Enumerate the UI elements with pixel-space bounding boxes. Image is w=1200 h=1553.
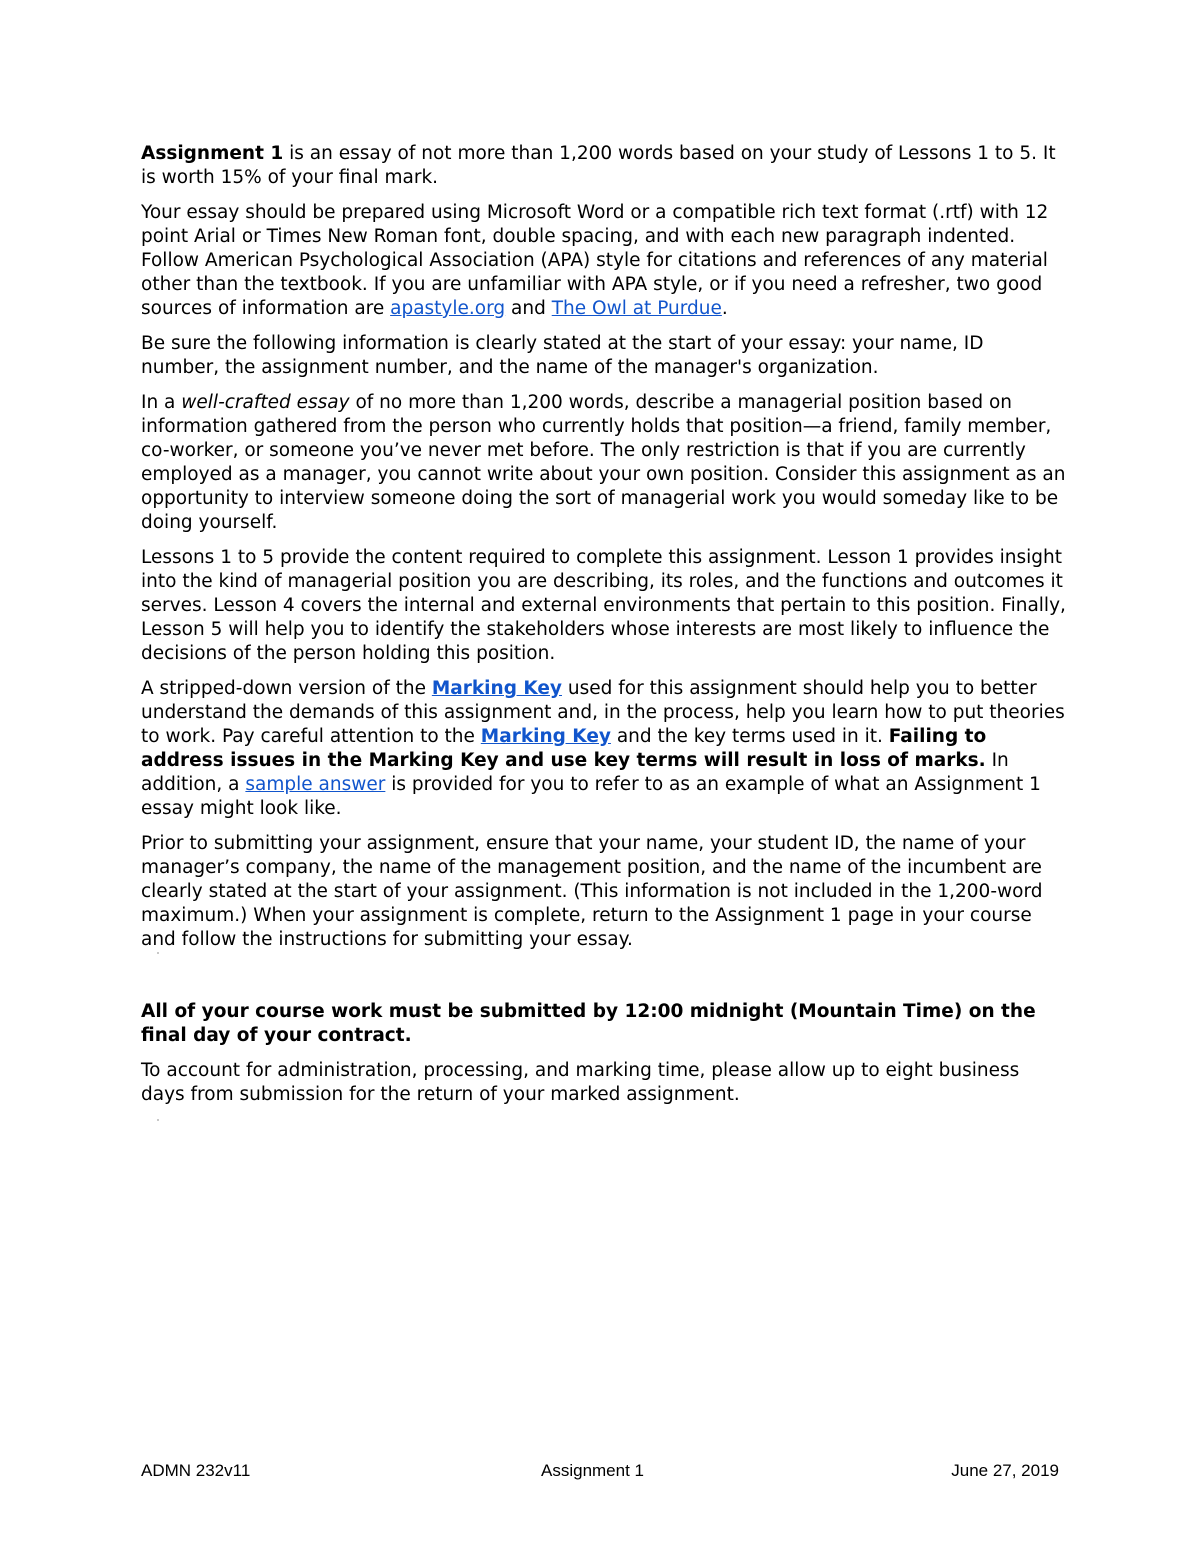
format-text: Your essay should be prepared using Microsoft Word or a compatible rich text format (.rtf) with 12 point Arial or Times New Roman font, double spacing, and with each new paragraph indented. Follow American Psychological Association (APA) style for citations and references of any material other than the textbook. If you are unfamiliar with APA style, or if you need a refresher, two good sources of information are — [141, 202, 1049, 319]
info-paragraph — [141, 332, 1066, 380]
task-text-start: In a — [141, 392, 182, 413]
page-footer — [141, 1458, 1059, 1484]
turnaround-text: To account for administration, processing, and marking time, please allow up to eight business days from submission for the return of your marked assignment. — [141, 1060, 1020, 1105]
marking-key-paragraph — [141, 677, 1066, 821]
lessons-text: Lessons 1 to 5 provide the content required to complete this assignment. Lesson 1 provides insight into the kind of managerial position you are describing, its roles, and the functions and outcomes it serves. Lesson 4 covers the internal and external environments that pertain to this position. Finally, Lesson 5 will help you to identify the stakeholders whose interests are most likely to influence the decisions of the person holding this position. — [141, 547, 1066, 664]
task-text-rest: of no more than 1,200 words, describe a managerial position based on information gathered from the person who currently holds that position—a friend, family member, co-worker, or someone you’ve never met before. The only restriction is that if you are currently employed as a manager, you cannot write about your own position. Consider this assignment as an opportunity to interview someone doing the sort of managerial work you would someday like to be doing yourself. — [141, 392, 1066, 533]
document-body — [141, 142, 1066, 1167]
apastyle-link[interactable]: apastyle.org — [390, 298, 506, 319]
submission-text: Prior to submitting your assignment, ensure that your name, your student ID, the name of your manager’s company, the name of the management position, and the name of the incumbent are clearly stated at the start of your assignment. (This information is not included in the 1,200-word maximum.) When your assignment is complete, return to the Assignment 1 page in your course and follow the instructions for submitting your essay. — [141, 833, 1043, 950]
divider-mark — [141, 952, 1066, 960]
owl-purdue-link[interactable]: The Owl at Purdue — [551, 298, 722, 319]
turnaround-paragraph — [141, 1059, 1066, 1107]
info-text: Be sure the following information is clearly stated at the start of your essay: your name, ID number, the assignment number, and the name of the manager's organization. — [141, 333, 984, 378]
footer-assignment: Assignment 1 — [541, 1461, 644, 1480]
intro-paragraph — [141, 142, 1066, 190]
marking-text-3: and the key terms used in it. — [610, 726, 889, 747]
intro-text: is an essay of not more than 1,200 words based on your study of Lessons 1 to 5. It is worth 15% of your final mark. — [141, 143, 1056, 188]
footer-course-code: ADMN 232v11 — [141, 1461, 251, 1480]
assignment-title: Assignment 1 — [141, 143, 284, 164]
task-italic-phrase: well-crafted essay — [181, 392, 350, 413]
marking-text-2: used for this assignment should help you to better understand the demands of this assignment and, in the process, help you learn how to put theories to work. Pay careful attention to the — [141, 678, 1065, 747]
marking-key-link-1[interactable]: Marking Key — [431, 678, 562, 699]
task-paragraph — [141, 391, 1066, 535]
lessons-paragraph — [141, 546, 1066, 666]
deadline-notice: All of your course work must be submitted by 12:00 midnight (Mountain Time) on the final day of your contract. — [141, 1001, 1036, 1046]
marking-text-1: A stripped-down version of the — [141, 678, 432, 699]
marking-text-4: In addition, a — [141, 750, 1009, 795]
sample-answer-link[interactable]: sample answer — [245, 774, 386, 795]
format-paragraph — [141, 201, 1066, 321]
format-and: and — [505, 298, 552, 319]
footer-date: June 27, 2019 — [951, 1461, 1059, 1480]
marking-text-5: is provided for you to refer to as an example of what an Assignment 1 essay might look like. — [141, 774, 1041, 819]
format-period: . — [721, 298, 728, 319]
divider-mark-end — [141, 1119, 1066, 1127]
submission-paragraph — [141, 832, 1066, 952]
marking-warning: Failing to address issues in the Marking Key and use key terms will result in loss of marks. — [141, 726, 987, 771]
marking-key-link-2[interactable]: Marking Key — [480, 726, 611, 747]
